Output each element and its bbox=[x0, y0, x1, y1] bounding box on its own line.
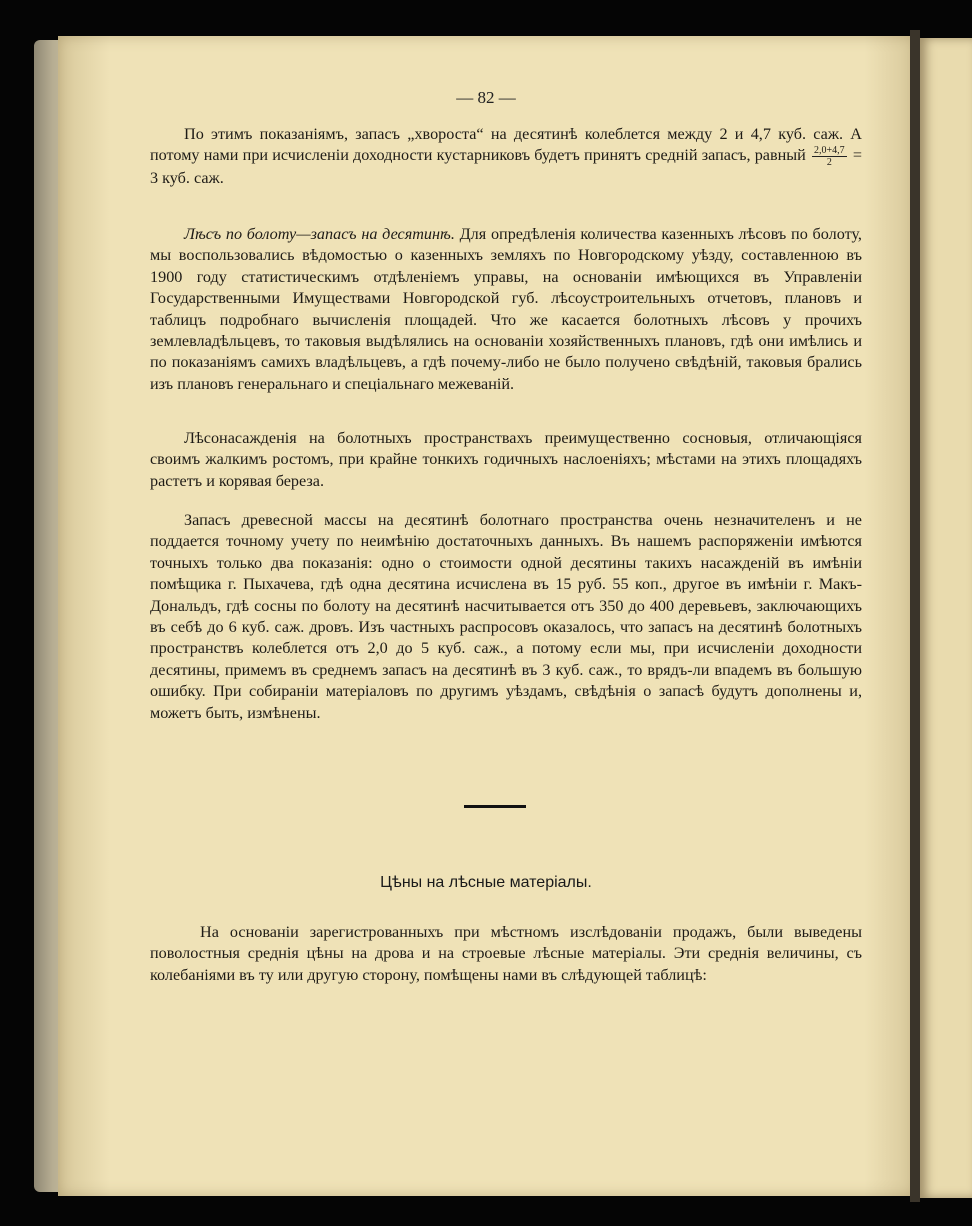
paragraph-4-text: Запасъ древесной массы на десятинѣ болотнаго пространства очень незначителенъ и не поддается точному учету по неимѣнію достаточныхъ данныхъ. Въ нашемъ распоряженіи имѣются точныхъ только два показанія: одно о стоимости одной десятины такихъ насажденій въ имѣніи помѣщика г. Пыхачева, гдѣ одна десятина исчислена въ 15 руб. 55 коп., другое въ имѣніи г. Макъ-Дональдъ, гдѣ сосны по болоту на десятинѣ насчитывается отъ 350 до 400 деревьевъ, заключающихъ въ себѣ до 6 куб. саж. дровъ. Изъ частныхъ распросовъ оказалось, что запасъ на десятинѣ болотныхъ пространствъ колеблется отъ 2,0 до 5 куб. саж., а потому если мы, при исчисленіи доходности десятины, примемъ въ среднемъ запасъ на десятинѣ въ 3 куб. саж., то врядъ-ли впадемъ въ большую ошибку. При собираніи матеріаловъ по другимъ уѣздамъ, свѣдѣнія о запасѣ будутъ дополнены и, можетъ быть, измѣнены. bbox=[150, 511, 862, 722]
paragraph-4 bbox=[150, 510, 862, 724]
book-gutter bbox=[910, 30, 920, 1202]
paragraph-1 bbox=[150, 124, 862, 190]
paragraph-1-text-a: По этимъ показаніямъ, запасъ „хвороста“ на десятинѣ колеблется между 2 и 4,7 куб. саж. А потому нами при исчисленіи доходности кустарниковъ будетъ принятъ средній запасъ, равный bbox=[150, 125, 862, 165]
section-divider bbox=[464, 805, 526, 808]
section-title: Цѣны на лѣсные матеріалы. bbox=[380, 874, 592, 891]
paragraph-2-text: Для опредѣленія количества казенныхъ лѣсовъ по болоту, мы воспользовались вѣдомостью о казенныхъ земляхъ по Новгородскому уѣзду, составленною въ 1900 году статистическимъ отдѣленіемъ управы, на основаніи имѣющихся въ Управленіи Государственными Имуществами Новгородской губ. лѣсоустроительныхъ отчетовъ, плановъ и таблицъ подробнаго вычисленія площадей. Что же касается болотныхъ лѣсовъ у прочихъ землевладѣльцевъ, то таковыя выдѣлялись на основаніи хозяйственныхъ плановъ, гдѣ они имѣлись и по показаніямъ самихъ владѣльцевъ, а гдѣ почему-либо не было получено свѣдѣній, таковыя брались изъ плановъ генеральнаго и спеціальнаго межеваній. bbox=[150, 225, 862, 393]
page-number: — 82 — bbox=[456, 88, 516, 107]
paragraph-5 bbox=[150, 922, 862, 986]
paragraph-3-text: Лѣсонасажденія на болотныхъ пространствахъ преимущественно сосновыя, отличающіяся своимъ жалкимъ ростомъ, при крайне тонкихъ годичныхъ наслоеніяхъ; мѣстами на этихъ площадяхъ растетъ и корявая береза. bbox=[150, 429, 862, 490]
paragraph-3 bbox=[150, 428, 862, 492]
fraction-denominator: 2 bbox=[826, 157, 832, 169]
fraction-numerator: 2,0+4,7 bbox=[814, 145, 845, 157]
next-page-edge bbox=[920, 38, 972, 1198]
fraction bbox=[812, 145, 847, 168]
paragraph-5-text: На основаніи зарегистрованныхъ при мѣстномъ изслѣдованіи продажъ, были выведены поволостныя среднія цѣны на дрова и на строевые лѣсные матеріалы. Эти среднія величины, съ колебаніями въ ту или другую сторону, помѣщены нами въ слѣдующей таблицѣ: bbox=[150, 923, 862, 984]
paragraph-1-text-b: = 3 куб. саж. bbox=[150, 146, 862, 188]
paragraph-2 bbox=[150, 224, 862, 395]
paragraph-2-italic-lead: Лѣсъ по болоту—запасъ на десятинѣ. bbox=[184, 225, 455, 243]
